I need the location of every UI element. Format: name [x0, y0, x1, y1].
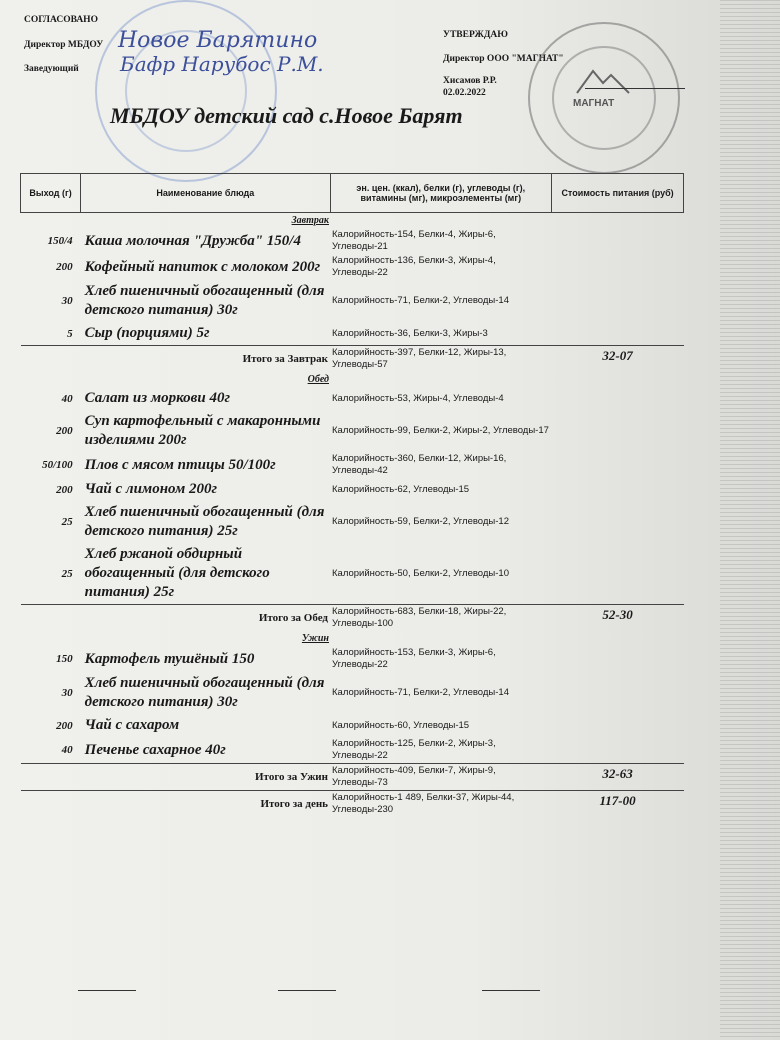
nutrition-cell: Калорийность-136, Белки-3, Жиры-4, Углеводы-22: [332, 255, 496, 278]
nutrition-cell: Калорийность-99, Белки-2, Жиры-2, Углеводы-17: [332, 425, 549, 436]
nutrition-cell: Калорийность-153, Белки-3, Жиры-6, Углеводы-22: [332, 647, 496, 670]
output-cell: 50/100: [42, 459, 73, 471]
cost-cell: [552, 543, 684, 605]
total-label: Итого за Завтрак: [81, 346, 330, 373]
col-cost: Стоимость питания (руб): [552, 174, 684, 213]
day-total-nutrition: Калорийность-1 489, Белки-37, Жиры-44, Углеводы-230: [330, 791, 552, 818]
cost-cell: [552, 452, 684, 478]
menu-row: [21, 714, 684, 737]
menu-row: [21, 410, 684, 452]
day-total-cost: 117-00: [552, 791, 684, 818]
cost-cell: [552, 501, 684, 543]
col-output: Выход (г): [21, 174, 81, 213]
total-cost: 52-30: [552, 605, 684, 632]
output-cell: 150: [56, 653, 73, 665]
dish-cell: Картофель тушёный 150: [84, 650, 255, 667]
total-label: Итого за Ужин: [81, 764, 330, 791]
day-total-label: Итого за день: [81, 791, 330, 818]
signature-line-2: [278, 990, 336, 991]
approver-name: Хисамов Р.Р.: [443, 76, 497, 86]
cost-cell: [552, 387, 684, 410]
output-cell: 25: [61, 516, 73, 528]
nutrition-cell: Калорийность-62, Углеводы-15: [332, 483, 470, 495]
cost-cell: [552, 714, 684, 737]
section-total-row: [21, 764, 684, 791]
nutrition-cell: Калорийность-50, Белки-2, Углеводы-10: [332, 567, 509, 579]
handwritten-signature-2: Бафр Нарубос Р.М.: [120, 52, 324, 76]
menu-row: [21, 478, 684, 501]
dish-cell: Каша молочная "Дружба" 150/4: [84, 232, 301, 249]
approval-signature-line: [585, 88, 685, 89]
menu-row: [21, 672, 684, 714]
menu-row: [21, 452, 684, 478]
section-header-row: [21, 631, 684, 646]
dish-cell: Кофейный напиток с молоком 200г: [84, 258, 321, 275]
dish-cell: Хлеб пшеничный обогащенный (для детского питания) 30г: [84, 675, 325, 710]
dish-cell: Чай с лимоном 200г: [84, 481, 218, 497]
section-header-row: [21, 372, 684, 387]
cost-cell: [552, 478, 684, 501]
director-mbdou-label: Директор МБДОУ: [24, 40, 104, 50]
dish-cell: Хлеб пшеничный обогащенный (для детского питания) 25г: [84, 504, 325, 539]
section-title: Завтрак: [291, 215, 329, 226]
total-cost: 32-07: [552, 346, 684, 373]
menu-table: [20, 173, 684, 817]
total-label: Итого за Обед: [81, 605, 330, 632]
cost-cell: [552, 672, 684, 714]
menu-row: [21, 543, 684, 605]
cost-cell: [552, 646, 684, 672]
cost-cell: [552, 410, 684, 452]
output-cell: 40: [61, 392, 73, 405]
menu-row: [21, 646, 684, 672]
output-cell: 25: [61, 567, 73, 580]
nutrition-cell: Калорийность-59, Белки-2, Углеводы-12: [332, 516, 509, 527]
menu-body: [21, 213, 684, 818]
output-cell: 30: [61, 295, 73, 307]
cost-cell: [552, 228, 684, 254]
menu-row: [21, 254, 684, 280]
dish-cell: Чай с сахаром: [84, 717, 180, 733]
section-total-row: [21, 346, 684, 373]
output-cell: 40: [61, 744, 73, 756]
col-nutrition: эн. цен. (ккал), белки (г), углеводы (г), витамины (мг), микроэлементы (мг): [330, 174, 552, 213]
dish-cell: Плов с мясом птицы 50/100г: [84, 456, 276, 473]
col-dish: Наименование блюда: [81, 174, 330, 213]
handwritten-signature: Новое Барятино: [118, 28, 318, 53]
nutrition-cell: Калорийность-53, Жиры-4, Углеводы-4: [332, 392, 504, 404]
signature-line-3: [482, 990, 540, 991]
dish-cell: Суп картофельный с макаронными изделиями 200г: [84, 413, 321, 448]
cost-cell: [552, 737, 684, 764]
nutrition-cell: Калорийность-71, Белки-2, Углеводы-14: [332, 687, 509, 698]
cost-cell: [552, 322, 684, 346]
section-title: Ужин: [301, 633, 329, 644]
output-cell: 200: [56, 483, 73, 496]
output-cell: 200: [56, 719, 73, 732]
total-nutrition: Калорийность-683, Белки-18, Жиры-22, Углеводы-100: [330, 605, 552, 632]
menu-row: [21, 737, 684, 764]
scan-noise: [720, 0, 780, 1040]
approve-label: УТВЕРЖДАЮ: [443, 30, 508, 40]
menu-row: [21, 387, 684, 410]
nutrition-cell: Калорийность-36, Белки-3, Жиры-3: [332, 327, 488, 339]
dish-cell: Салат из моркови 40г: [84, 390, 230, 406]
nutrition-cell: Калорийность-154, Белки-4, Жиры-6, Углеводы-21: [332, 229, 496, 252]
mountain-logo-icon: [575, 65, 631, 95]
menu-row: [21, 228, 684, 254]
output-cell: 30: [61, 687, 73, 699]
nutrition-cell: Калорийность-125, Белки-2, Жиры-3, Углеводы-22: [332, 738, 496, 761]
dish-cell: Хлеб ржаной обдирный обогащенный (для детского питания) 25г: [84, 546, 270, 600]
head-label: Заведующий: [24, 64, 79, 74]
dish-cell: Хлеб пшеничный обогащенный (для детского питания) 30г: [84, 283, 325, 318]
total-cost: 32-63: [552, 764, 684, 791]
director-magnat-label: Директор ООО "МАГНАТ": [443, 54, 564, 64]
section-total-row: [21, 605, 684, 632]
output-cell: 200: [56, 261, 73, 273]
day-total-row: [21, 791, 684, 818]
stamp-company-name: МАГНАТ: [573, 98, 615, 109]
signature-line-1: [78, 990, 136, 991]
output-cell: 200: [56, 425, 73, 437]
nutrition-cell: Калорийность-360, Белки-12, Жиры-16, Углеводы-42: [332, 453, 507, 476]
dish-cell: Печенье сахарное 40г: [84, 741, 226, 758]
output-cell: 150/4: [47, 235, 73, 247]
nutrition-cell: Калорийность-71, Белки-2, Углеводы-14: [332, 295, 509, 306]
section-header-row: [21, 213, 684, 229]
agreed-label: СОГЛАСОВАНО: [24, 15, 98, 25]
menu-row: [21, 501, 684, 543]
cost-cell: [552, 254, 684, 280]
section-title: Обед: [307, 374, 329, 385]
approval-date: 02.02.2022: [443, 88, 486, 98]
output-cell: 5: [67, 327, 73, 340]
total-nutrition: Калорийность-409, Белки-7, Жиры-9, Углеводы-73: [330, 764, 552, 791]
nutrition-cell: Калорийность-60, Углеводы-15: [332, 719, 470, 731]
menu-row: [21, 322, 684, 346]
cost-cell: [552, 280, 684, 322]
dish-cell: Сыр (порциями) 5г: [84, 325, 210, 341]
document-title: МБДОУ детский сад с.Новое Барят: [110, 103, 463, 128]
menu-row: [21, 280, 684, 322]
total-nutrition: Калорийность-397, Белки-12, Жиры-13, Углеводы-57: [330, 346, 552, 373]
